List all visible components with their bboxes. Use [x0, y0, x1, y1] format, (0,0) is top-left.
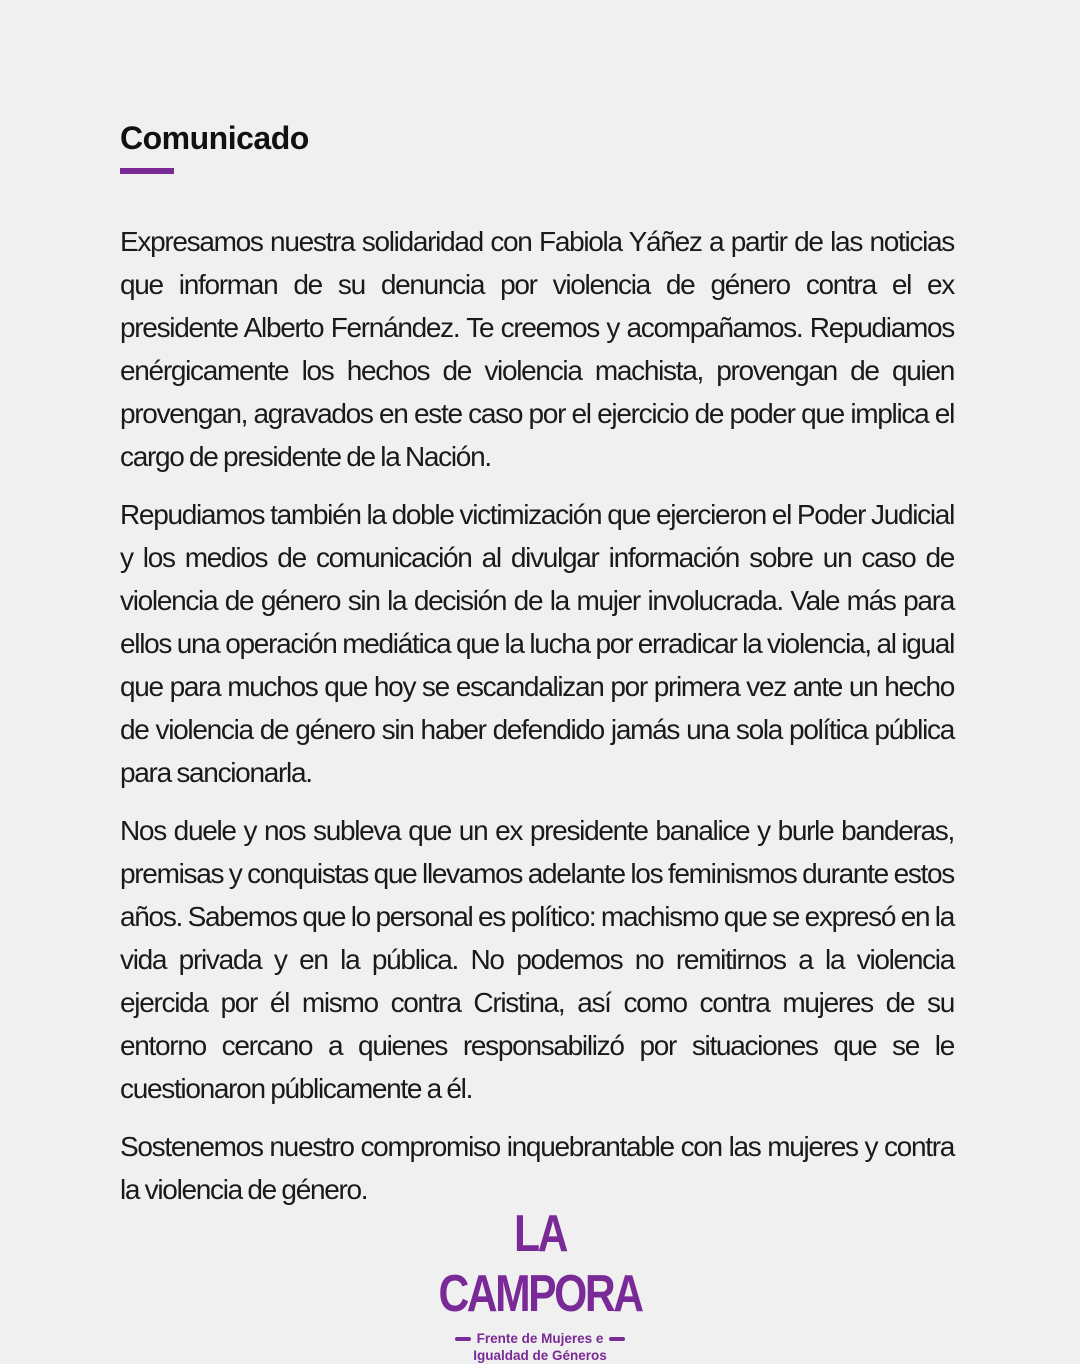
- paragraph-3: Nos duele y nos subleva que un ex presidente banalice y burle banderas, premisas y conquistas que llevamos adelante los feminismos durante estos años. Sabemos que lo personal es político: machismo que se expresó en la vida privada y en la pública. No podemos no remitirnos a la violencia ejercida por él mismo contra Cristina, así como contra mujeres de su entorno cercano a quienes responsabilizó por situaciones que se le cuestionaron públicamente a él.: [120, 815, 954, 1104]
- paragraph-4: Sostenemos nuestro compromiso inquebrantable con las mujeres y contra la violencia de género.: [120, 1131, 954, 1205]
- la-campora-logo: [380, 1204, 700, 1364]
- logo-dash-right: [609, 1337, 625, 1341]
- logo-dash-left: [455, 1337, 471, 1341]
- logo-subtitle-line2: Igualdad de Géneros: [473, 1348, 607, 1363]
- communique-body: [120, 220, 954, 1211]
- logo-wordmark: LA CAMPORA: [438, 1205, 642, 1323]
- communique: [120, 118, 954, 1226]
- logo-subtitle-line1: Frente de Mujeres e: [476, 1331, 604, 1346]
- title-underline: [120, 168, 174, 174]
- logo-subtitle: [380, 1330, 700, 1364]
- paragraph-2: Repudiamos también la doble victimización que ejercieron el Poder Judicial y los medios de comunicación al divulgar información sobre un caso de violencia de género sin la decisión de la mujer involucrada. Vale más para ellos una operación mediática que la lucha por erradicar la violencia, al igual que para muchos que hoy se escandalizan por primera vez ante un hecho de violencia de género sin haber defendido jamás una sola política pública para sancionarla.: [120, 499, 954, 788]
- page-title: Comunicado: [120, 120, 309, 156]
- paragraph-1: Expresamos nuestra solidaridad con Fabiola Yáñez a partir de las noticias que informan de su denuncia por violencia de género contra el ex presidente Alberto Fernández. Te creemos y acompañamos. Repudiamos enérgicamente los hechos de violencia machista, provengan de quien provengan, agravados en este caso por el ejercicio de poder que implica el cargo de presidente de la Nación.: [120, 226, 954, 472]
